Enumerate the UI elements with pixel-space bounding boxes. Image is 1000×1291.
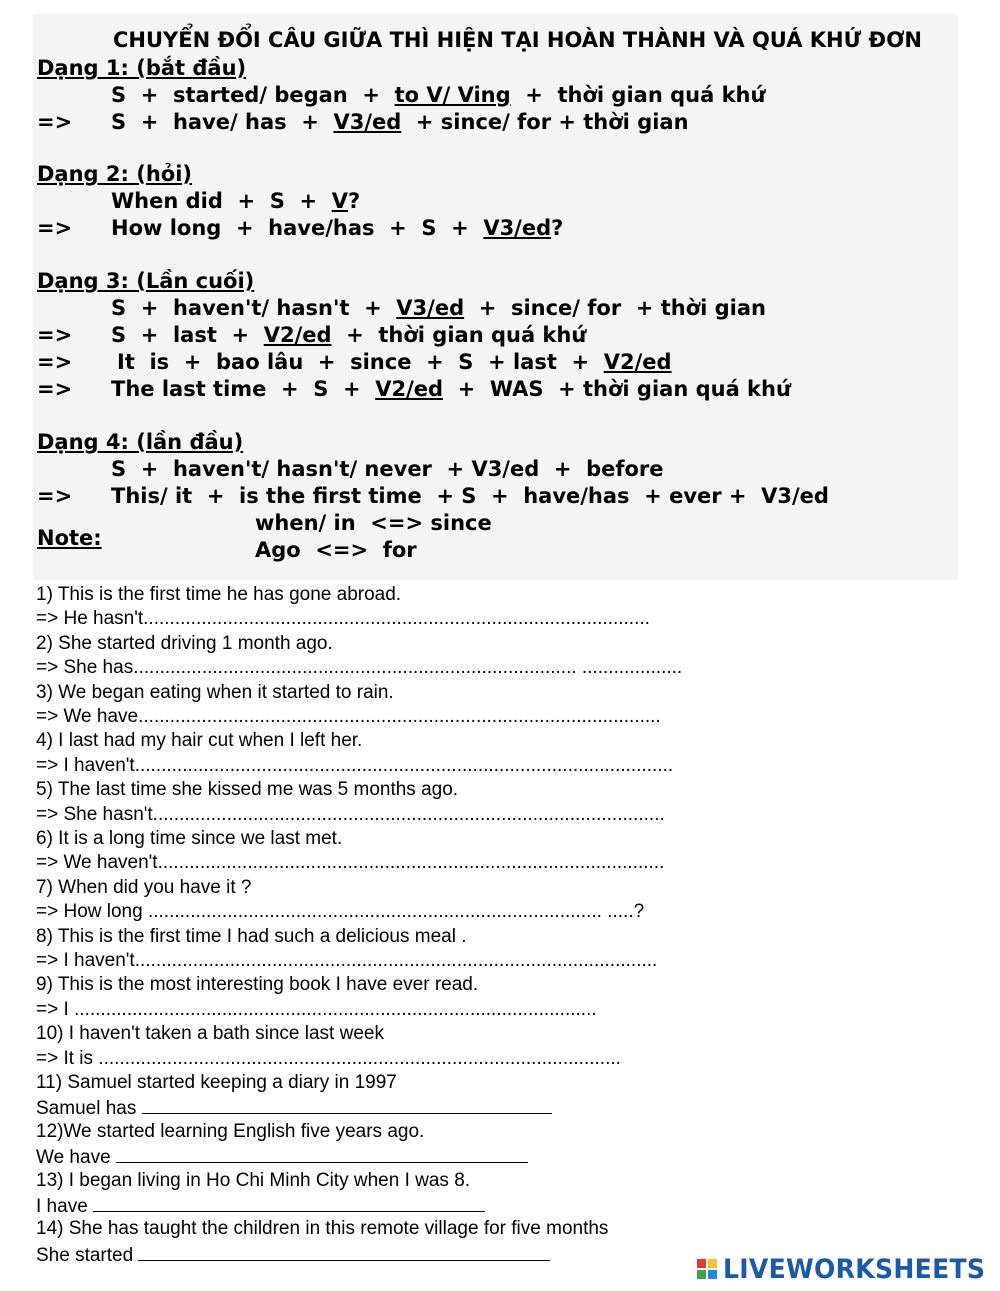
answer-prompt: I have	[36, 1196, 94, 1217]
arrow: =>	[37, 350, 73, 374]
note-label: Note:	[37, 526, 102, 550]
exercise-question: 5) The last time she kissed me was 5 months ago.	[36, 779, 459, 801]
grammar-panel	[33, 14, 958, 580]
answer-prompt: => I haven't	[36, 754, 135, 776]
logo-text: LIVEWORKSHEETS	[723, 1254, 986, 1285]
exercise-answer-line	[36, 657, 682, 679]
answer-blank[interactable]	[138, 1243, 550, 1261]
exercise-question: 14) She has taught the children in this remote village for five months	[36, 1218, 609, 1240]
answer-blank[interactable]	[116, 1145, 528, 1163]
exercise-answer-line	[36, 1194, 485, 1218]
arrow: =>	[37, 323, 73, 347]
answer-prompt: => He hasn't	[36, 608, 144, 630]
form4-line2: This/ it + is the first time + S + have/has + ever + V3/ed	[111, 484, 829, 508]
answer-end: ?	[633, 901, 645, 923]
answer-prompt: Samuel has	[36, 1098, 142, 1120]
exercise-question: 12)We started learning English five years ago.	[36, 1120, 425, 1142]
form2-heading: Dạng 2: (hỏi)	[37, 162, 192, 186]
form2-line2: How long + have/has + S + V3/ed?	[111, 216, 564, 240]
note-line1: when/ in <=> since	[255, 511, 492, 535]
answer-blank[interactable]: ................................................................................................	[157, 852, 665, 874]
exercise-question: 9) This is the most interesting book I have ever read.	[36, 974, 479, 996]
panel-title: CHUYỂN ĐỔI CÂU GIỮA THÌ HIỆN TẠI HOÀN THÀNH VÀ QUÁ KHỨ ĐƠN	[113, 28, 922, 52]
answer-blank[interactable]: ...................................................................................................	[138, 706, 661, 727]
answer-prompt: => She hasn't	[36, 803, 153, 825]
form4-line1: S + haven't/ hasn't/ never + V3/ed + before	[111, 457, 664, 481]
form3-line2: S + last + V2/ed + thời gian quá khứ	[111, 323, 587, 347]
answer-prompt: => How long	[36, 901, 148, 923]
exercise-answer-line	[36, 706, 661, 728]
exercise-answer-line	[36, 1243, 550, 1267]
answer-prompt: => I haven't	[36, 950, 135, 971]
form1-line1: S + started/ began + to V/ Ving + thời gian quá khứ	[111, 83, 766, 107]
form2-line1: When did + S + V?	[111, 189, 361, 213]
exercise-question: 13) I began living in Ho Chi Minh City when I was 8.	[36, 1169, 471, 1191]
exercise-answer-line	[36, 804, 665, 826]
answer-blank[interactable]	[142, 1096, 552, 1114]
answer-blank[interactable]: ...................................................................................................	[134, 950, 658, 971]
liveworksheets-logo	[697, 1254, 1000, 1284]
exercise-question: 6) It is a long time since we last met.	[36, 828, 343, 849]
exercise-question: 3) We began eating when it started to rain.	[36, 681, 394, 703]
exercise-answer-line	[36, 1145, 528, 1169]
arrow: =>	[37, 484, 73, 508]
exercise-answer-line	[36, 755, 673, 777]
answer-prompt: => We have	[36, 706, 139, 727]
answer-blank[interactable]: ...................................................................................................	[98, 1047, 621, 1069]
arrow: =>	[37, 216, 73, 240]
exercise-question: 4) I last had my hair cut when I left her.	[36, 730, 363, 752]
answer-blank[interactable]	[93, 1194, 485, 1212]
form4-heading: Dạng 4: (lần đầu)	[37, 430, 244, 454]
answer-blank[interactable]: ...................................................................................................	[74, 998, 597, 1020]
answer-blank[interactable]: ...................................................................................... .....	[147, 901, 634, 923]
exercise-answer-line	[36, 901, 644, 923]
form1-line2: S + have/ has + V3/ed + since/ for + thời gian	[111, 110, 689, 134]
answer-prompt: => It is	[36, 1047, 99, 1069]
arrow: =>	[37, 377, 73, 401]
answer-prompt: => We haven't	[36, 852, 158, 874]
exercise-answer-line	[36, 999, 597, 1021]
exercise-question: 10) I haven't taken a bath since last week	[36, 1023, 384, 1045]
answer-blank[interactable]: ................................................................................................	[143, 608, 650, 630]
exercise-answer-line	[36, 1048, 621, 1070]
exercise-question: 7) When did you have it ?	[36, 876, 252, 898]
answer-prompt: => I	[36, 998, 75, 1020]
exercise-answer-line	[36, 852, 664, 874]
answer-prompt: She started	[36, 1244, 139, 1266]
exercise-question: 2) She started driving 1 month ago.	[36, 632, 333, 654]
answer-blank[interactable]: ......................................................................................................	[134, 754, 674, 776]
note-line2: Ago <=> for	[255, 538, 417, 562]
exercise-question: 8) This is the first time I had such a delicious meal .	[36, 925, 467, 947]
exercise-question: 11) Samuel started keeping a diary in 1997	[36, 1072, 397, 1093]
exercise-question: 1) This is the first time he has gone abroad.	[36, 584, 402, 605]
answer-prompt: => She has	[36, 657, 134, 679]
form3-line4: The last time + S + V2/ed + WAS + thời gian quá khứ	[111, 377, 791, 401]
form3-line3: It is + bao lâu + since + S + last + V2/ed	[117, 350, 672, 374]
answer-blank[interactable]: .................................................................................................	[152, 803, 665, 825]
arrow: =>	[37, 110, 73, 134]
answer-prompt: We have	[36, 1147, 116, 1169]
form1-heading: Dạng 1: (bắt đầu)	[37, 56, 247, 80]
exercise-answer-line	[36, 608, 650, 630]
form3-line1: S + haven't/ hasn't + V3/ed + since/ for + thời gian	[111, 296, 766, 320]
answer-blank[interactable]: .................................................................................... ...................	[133, 657, 683, 679]
exercise-answer-line	[36, 950, 657, 972]
liveworksheets-logo-icon	[697, 1259, 719, 1281]
form3-heading: Dạng 3: (Lần cuối)	[37, 269, 255, 293]
exercise-answer-line	[36, 1096, 552, 1120]
